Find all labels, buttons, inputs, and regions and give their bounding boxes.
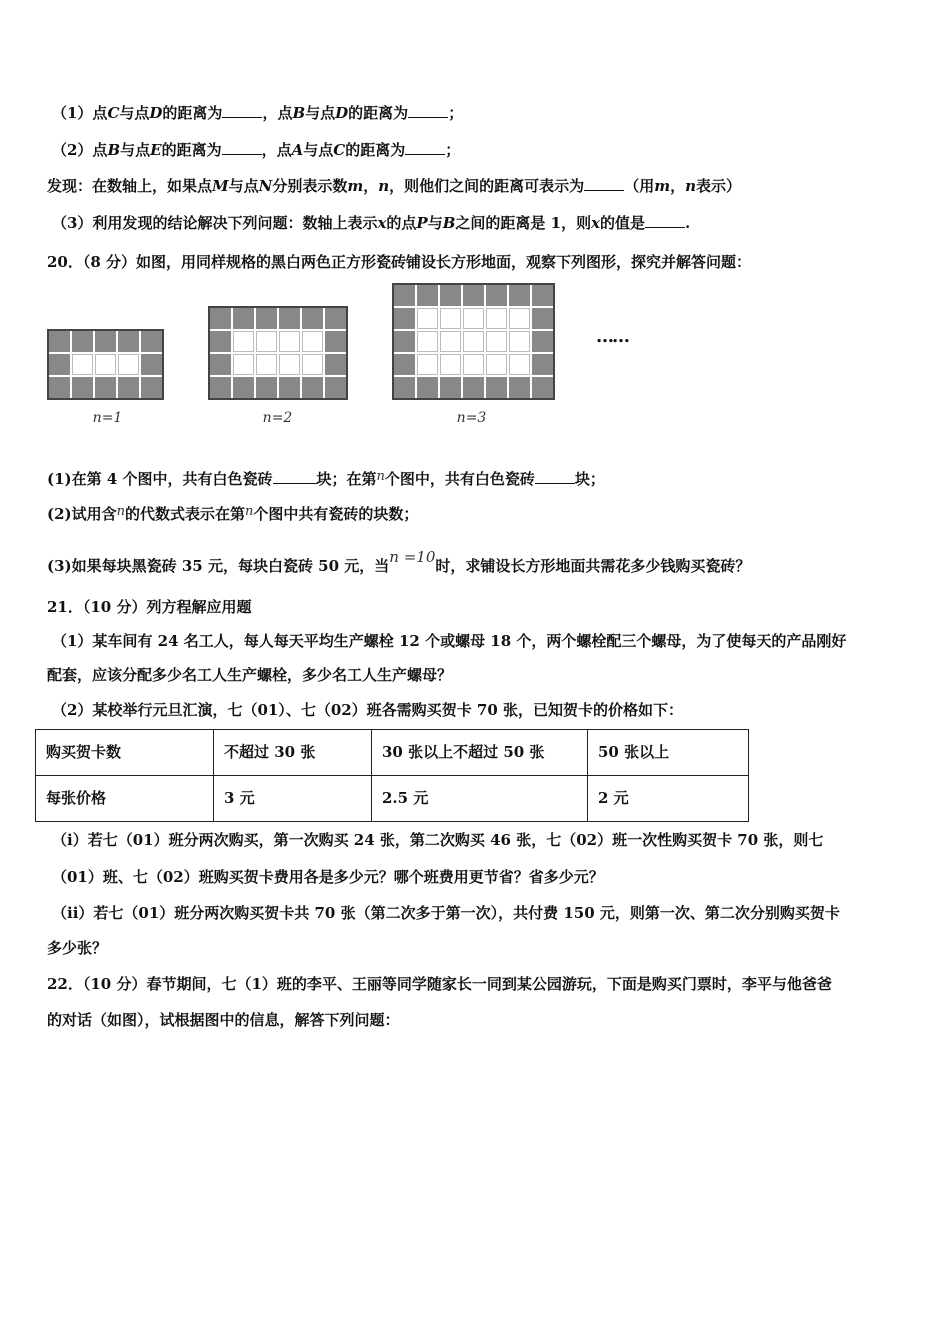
table-cell: 50 张以上 [588, 730, 749, 776]
figure-label: n=3 [456, 410, 487, 426]
answer-blank[interactable] [408, 105, 448, 118]
tile-figure-2 [208, 306, 348, 400]
table-row [36, 730, 749, 776]
tile-grid [208, 306, 348, 400]
answer-blank[interactable] [645, 215, 685, 228]
tile-figure-1 [47, 329, 164, 400]
figure-label: n=1 [92, 410, 123, 426]
table-cell: 2 元 [588, 776, 749, 822]
q20-title: 20．（8 分）如图，用同样规格的黑白两色正方形瓷砖铺设长方形地面，观察下列图形，探究并解答问题： [47, 253, 752, 271]
ellipsis: …… [596, 326, 628, 347]
q22-line2: 的对话（如图），试根据图中的信息，解答下列问题： [47, 1011, 400, 1029]
answer-blank[interactable] [535, 471, 575, 484]
table-cell: 不超过 30 张 [214, 730, 372, 776]
q20-sub2: (2)试用含n的代数式表示在第n个图中共有瓷砖的块数； [47, 504, 419, 523]
q21-part1-line1: （1）某车间有 24 名工人，每人每天平均生产螺栓 12 个或螺母 18 个，两个螺栓配三个螺母，为了使每天的产品刚好 [52, 632, 847, 650]
table-row [36, 776, 749, 822]
table-cell: 每张价格 [36, 776, 214, 822]
q21-i-line2: （01）班、七（02）班购买贺卡费用各是多少元？哪个班费用更节省？省多少元？ [52, 868, 604, 886]
q19-part1: （1）点C与点D的距离为 ，点B与点D的距离为 ； [52, 104, 464, 122]
q19-part3: （3）利用发现的结论解决下列问题：数轴上表示x的点P与B之间的距离是 1，则x的值是 . [52, 214, 691, 232]
tile-figure-3 [392, 283, 555, 400]
answer-blank[interactable] [405, 142, 445, 155]
table-cell: 购买贺卡数 [36, 730, 214, 776]
tile-grid [392, 283, 555, 400]
q21-ii-line2: 多少张？ [47, 939, 108, 957]
answer-blank[interactable] [584, 178, 624, 191]
q19-discovery: 发现：在数轴上，如果点M与点N分别表示数m，n，则他们之间的距离可表示为 （用m，n表示） [47, 177, 742, 195]
figure-label: n=2 [262, 410, 293, 426]
q21-part2: （2）某校举行元旦汇演，七（01）、七（02）班各需购买贺卡 70 张，已知贺卡的价格如下： [52, 701, 684, 719]
answer-blank[interactable] [222, 142, 262, 155]
q21-title: 21．（10 分）列方程解应用题 [47, 598, 252, 616]
q20-sub3: (3)如果每块黑瓷砖 35 元，每块白瓷砖 50 元，当n =10时，求铺设长方形地面共需花多少钱购买瓷砖？ [47, 548, 751, 575]
table-cell: 2.5 元 [372, 776, 588, 822]
price-table [35, 729, 749, 822]
answer-blank[interactable] [222, 105, 262, 118]
answer-blank[interactable] [273, 471, 317, 484]
q21-i-line1: （i）若七（01）班分两次购买，第一次购买 24 张，第二次购买 46 张，七（02）班一次性购买贺卡 70 张，则七 [52, 831, 824, 849]
q22-line1: 22．（10 分）春节期间，七（1）班的李平、王丽等同学随家长一同到某公园游玩，下面是购买门票时，李平与他爸爸 [47, 975, 832, 993]
tile-grid [47, 329, 164, 400]
q21-part1-line2: 配套，应该分配多少名工人生产螺栓，多少名工人生产螺母？ [47, 666, 453, 684]
table-cell: 3 元 [214, 776, 372, 822]
q20-sub1: (1)在第 4 个图中，共有白色瓷砖 块；在第n个图中，共有白色瓷砖 块； [47, 469, 605, 488]
table-cell: 30 张以上不超过 50 张 [372, 730, 588, 776]
q21-ii-line1: （ii）若七（01）班分两次购买贺卡共 70 张（第二次多于第一次），共付费 150 元，则第一次、第二次分别购买贺卡 [52, 904, 840, 922]
q19-part2: （2）点B与点E的距离为 ，点A与点C的距离为 ； [52, 141, 461, 159]
